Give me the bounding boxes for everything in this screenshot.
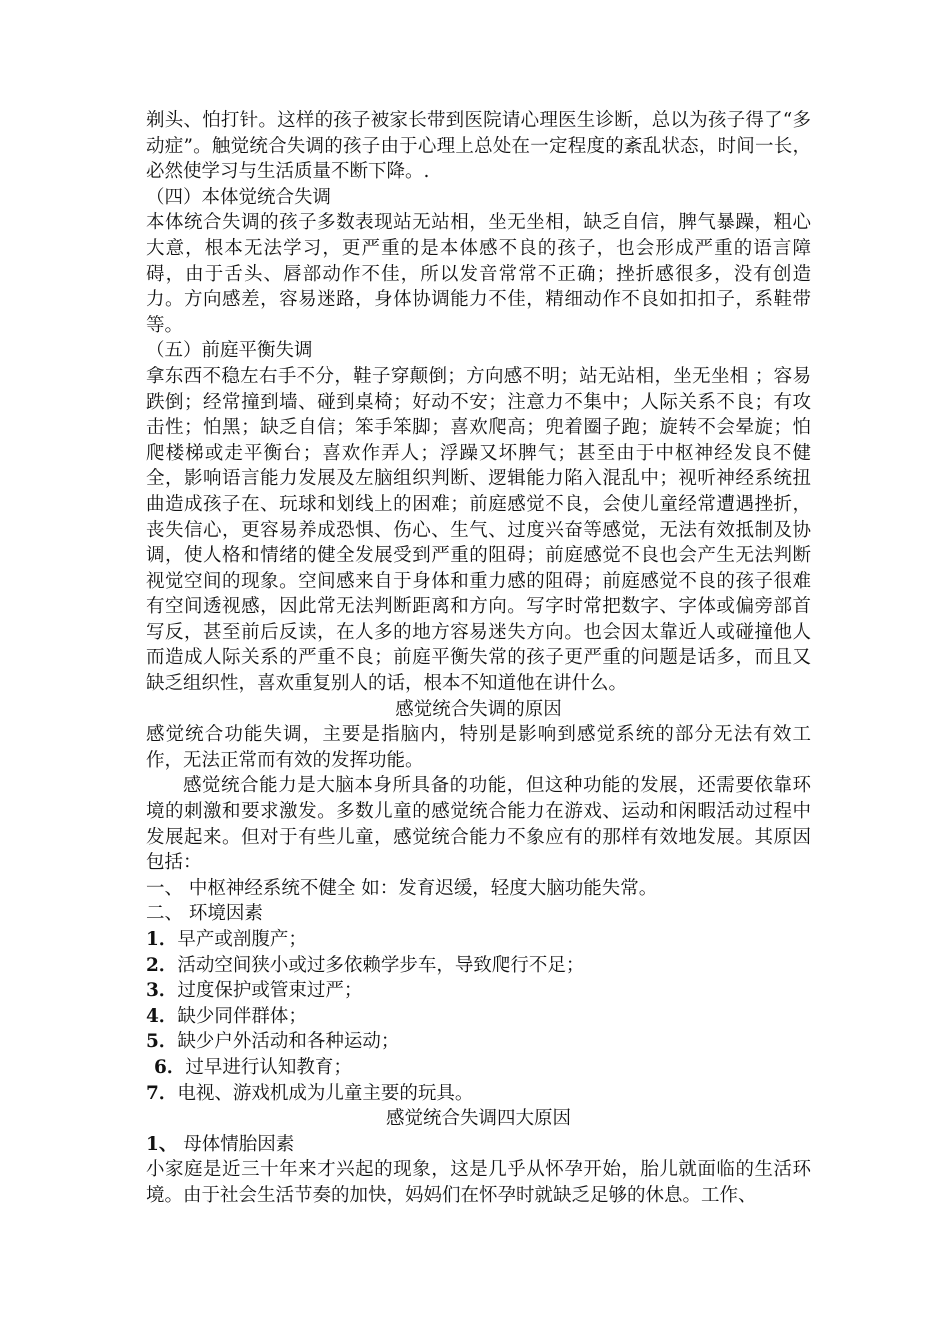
list-item: 4．缺少同伴群体； — [146, 1005, 307, 1027]
paragraph-development: 感觉统合能力是大脑本身所具备的功能，但这种功能的发展，还需要依靠环境的刺激和要求激发。多数儿童的感觉统合能力在游戏、运动和闲暇活动过程中发展起来。但对于有些儿童，感觉统合能力不象应有的那样有效地发展。其原因包括： — [146, 775, 811, 874]
document-page — [146, 108, 811, 1209]
cause-cns: 一、 中枢神经系统不健全 如：发育迟缓，轻度大脑功能失常。 — [146, 877, 658, 899]
heading-proprioception: （四）本体觉统合失调 — [146, 186, 332, 208]
list-item: 7．电视、游戏机成为儿童主要的玩具。 — [146, 1082, 474, 1104]
environment-factor-list — [146, 927, 811, 1106]
section-title-causes: 感觉统合失调的原因 — [395, 698, 562, 720]
paragraph-definition: 感觉统合功能失调，主要是指脑内，特别是影响到感觉系统的部分无法有效工作，无法正常而有效的发挥功能。 — [146, 724, 811, 771]
heading-vestibular: （五）前庭平衡失调 — [146, 340, 313, 362]
paragraph-proprioception: 本体统合失调的孩子多数表现站无站相，坐无坐相，缺乏自信，脾气暴躁，粗心大意，根本无法学习，更严重的是本体感不良的孩子，也会形成严重的语言障碍，由于舌头、唇部动作不佳，所以发音常常不正确；挫折感很多，没有创造力。方向感差，容易迷路，身体协调能力不佳，精细动作不良如扣扣子，系鞋带等。 — [146, 212, 811, 336]
numbered-heading-maternal — [146, 1132, 811, 1158]
list-item: 3．过度保护或管束过严； — [146, 980, 363, 1002]
list-item: 6．过早进行认知教育； — [154, 1056, 352, 1078]
section-title-four-causes: 感觉统合失调四大原因 — [385, 1108, 571, 1130]
list-item: 1．早产或剖腹产； — [146, 929, 307, 950]
list-item: 5．缺少户外活动和各种运动； — [146, 1031, 400, 1053]
cause-environment: 二、 环境因素 — [146, 903, 263, 925]
paragraph-vestibular: 拿东西不稳左右手不分，鞋子穿颠倒；方向感不明；站无站相，坐无坐相 ；容易跌倒；经常撞到墙、碰到桌椅；好动不安；注意力不集中；人际关系不良；有攻击性；怕黑；缺乏自信；笨手笨脚；喜欢爬高；兜着圈子跑；旋转不会晕旋；怕爬楼梯或走平衡台；喜欢作弄人；浮躁又坏脾气；甚至由于中枢神经发良不健全，影响语言能力发展及左脑组织判断、逻辑能力陷入混乱中；视听神经系统扭曲造成孩子在、玩球和划线上的困难；前庭感觉不良，会使儿童经常遭遇挫折，丧失信心，更容易养成恐惧、伤心、生气、过度兴奋等感觉，无法有效抵制及协调，使人格和情绪的健全发展受到严重的阻碍；前庭感觉不良也会产生无法判断视觉空间的现象。空间感来自于身体和重力感的阻碍；前庭感觉不良的孩子很难有空间透视感，因此常无法判断距离和方向。写字时常把数字、字体或偏旁部首写反，甚至前后反读，在人多的地方容易迷失方向。也会因太靠近人或碰撞他人而造成人际关系的严重不良；前庭平衡失常的孩子更严重的问题是话多，而且又缺乏组织性，喜欢重复别人的话，根本不知道他在讲什么。 — [146, 365, 811, 695]
numbered-heading-text: 母体情胎因素 — [177, 1133, 295, 1155]
paragraph-tactile-end: 剃头、怕打针。这样的孩子被家长带到医院请心理医生诊断，总以为孩子得了“多动症”。触觉统合失调的孩子由于心理上总处在一定程度的紊乱状态，时间一长，必然使学习与生活质量不断下降。. — [146, 110, 811, 183]
numbered-heading-number: 1、 — [146, 1133, 178, 1155]
list-item: 2．活动空间狭小或过多依赖学步车，导致爬行不足； — [146, 954, 585, 976]
paragraph-family: 小家庭是近三十年来才兴起的现象，这是几乎从怀孕开始，胎儿就面临的生活环境。由于社会生活节奏的加快，妈妈们在怀孕时就缺乏足够的休息。工作、 — [146, 1159, 811, 1206]
